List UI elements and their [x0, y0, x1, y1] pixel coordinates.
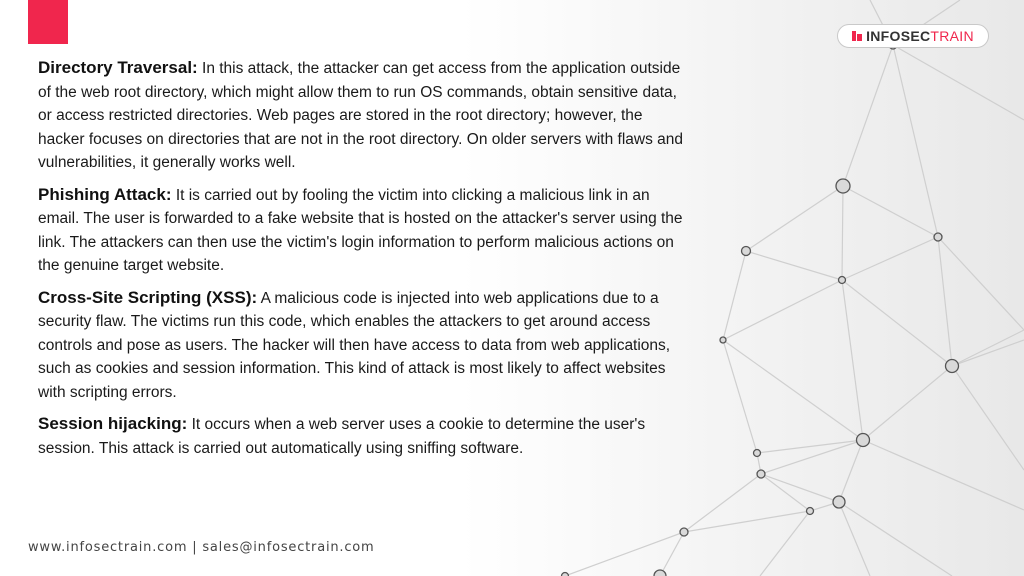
paragraph-directory-traversal [38, 56, 683, 175]
infosectrain-logo-icon [852, 31, 862, 41]
infosectrain-logo [837, 24, 989, 48]
paragraph-phishing-attack [38, 183, 683, 278]
paragraph-cross-site-scripting [38, 286, 683, 405]
logo-text-infosec: INFOSEC [866, 28, 931, 44]
term-directory-traversal: Directory Traversal: [38, 58, 198, 77]
logo-text-train: TRAIN [930, 28, 974, 44]
footer-contact: www.infosectrain.com | sales@infosectrain.com [28, 540, 375, 555]
description-phishing-attack: It is carried out by fooling the victim into clicking a malicious link in an email. The user is forwarded to a fake website that is hosted on the attacker's server using the link. The attackers can then use the victim's login information to perform malicious actions on the genuine target website. [38, 186, 683, 274]
attack-descriptions [38, 56, 683, 468]
term-cross-site-scripting: Cross-Site Scripting (XSS): [38, 287, 258, 307]
paragraph-session-hijacking [38, 412, 683, 460]
description-directory-traversal: In this attack, the attacker can get access from the application outside of the web root directory, which might allow them to run OS commands, obtain sensitive data, or access restricted directories. Web pages are stored in the root directory; however, the hacker focuses on directories that are not in the root directory. On older servers with flaws and vulnerabilities, it generally works well. [38, 60, 683, 171]
term-phishing-attack: Phishing Attack: [38, 184, 172, 204]
term-session-hijacking: Session hijacking: [38, 414, 188, 433]
description-session-hijacking: It occurs when a web server uses a cookie to determine the user's session. This attack is carried out automatically using sniffing software. [38, 416, 646, 457]
description-cross-site-scripting: A malicious code is injected into web applications due to a security flaw. The victims run this code, which enables the attackers to get around access controls and pose as users. The hacker will then have access to data from web applications, such as cookies and session information. This kind of attack is most likely to affect websites with scripting errors. [38, 289, 671, 401]
